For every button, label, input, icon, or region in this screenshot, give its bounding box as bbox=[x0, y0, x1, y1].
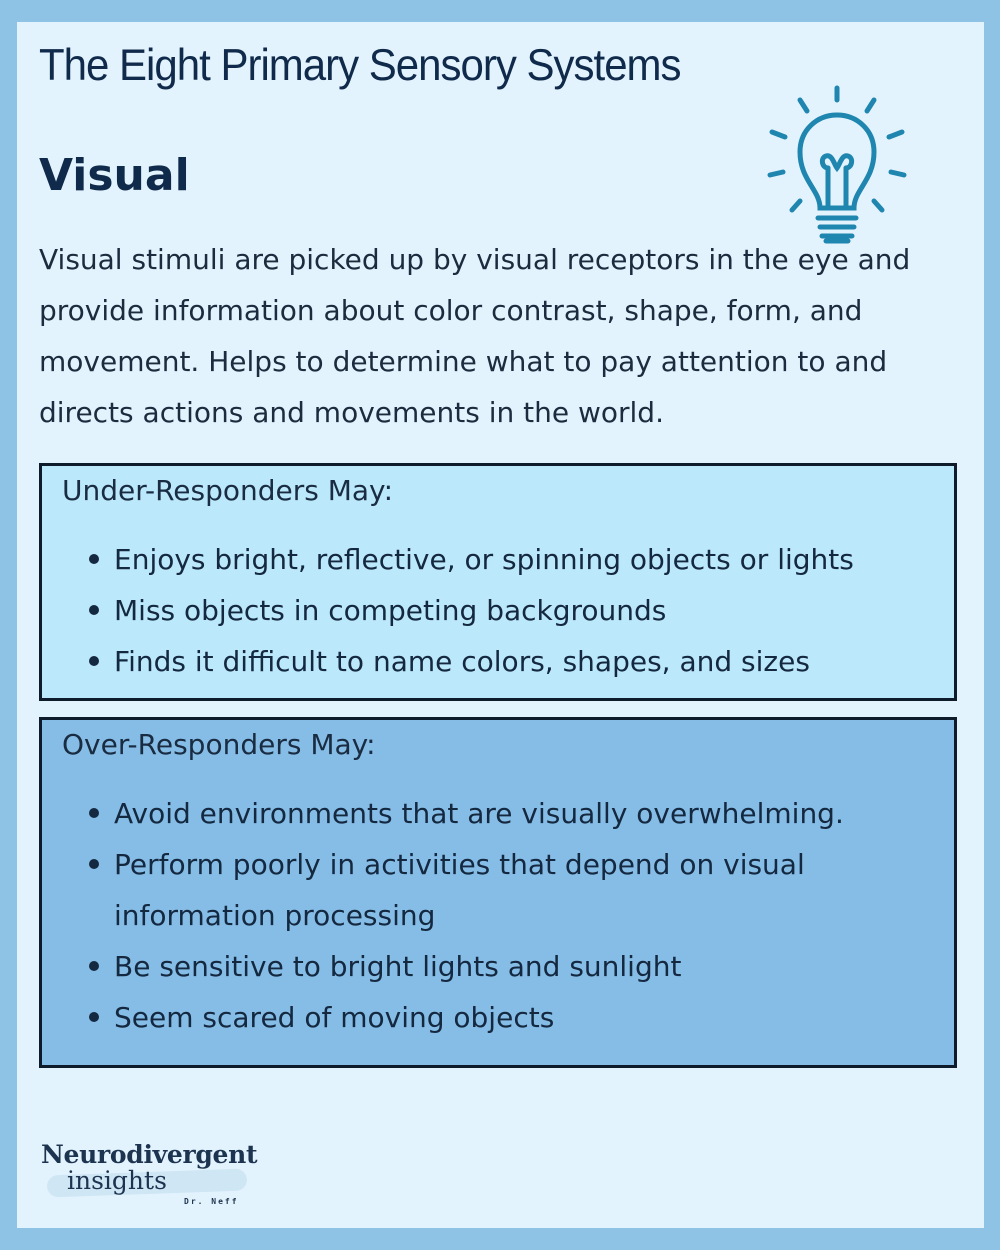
under-responders-list bbox=[42, 534, 954, 687]
bullet-icon bbox=[89, 605, 99, 615]
logo-line-1: Neurodivergent bbox=[41, 1140, 258, 1169]
bullet-icon bbox=[89, 859, 99, 869]
bullet-icon bbox=[89, 961, 99, 971]
list-item bbox=[114, 941, 954, 992]
under-responders-box bbox=[39, 463, 957, 701]
list-item bbox=[114, 992, 954, 1043]
over-responders-heading: Over-Responders May: bbox=[62, 728, 376, 761]
list-item bbox=[114, 585, 954, 636]
list-item-text: Seem scared of moving objects bbox=[114, 1001, 555, 1034]
list-item-text: Perform poorly in activities that depend on visual information processing bbox=[114, 848, 805, 932]
list-item-text: Miss objects in competing backgrounds bbox=[114, 594, 667, 627]
under-responders-heading: Under-Responders May: bbox=[62, 474, 394, 507]
over-responders-box bbox=[39, 717, 957, 1068]
list-item-text: Avoid environments that are visually overwhelming. bbox=[114, 797, 844, 830]
section-heading: Visual bbox=[39, 150, 190, 201]
bullet-icon bbox=[89, 1012, 99, 1022]
brand-logo bbox=[41, 1140, 261, 1210]
bullet-icon bbox=[89, 656, 99, 666]
list-item bbox=[114, 636, 954, 687]
list-item bbox=[114, 839, 954, 941]
infographic-card bbox=[17, 22, 984, 1228]
logo-line-3: Dr. Neff bbox=[184, 1197, 239, 1206]
section-description: Visual stimuli are picked up by visual receptors in the eye and provide information about color contrast, shape, form, and movement. Helps to determine what to pay attention to and directs actions and movements in the world. bbox=[39, 243, 911, 429]
list-item-text: Enjoys bright, reflective, or spinning objects or lights bbox=[114, 543, 854, 576]
list-item bbox=[114, 788, 954, 839]
over-responders-list bbox=[42, 788, 954, 1043]
list-item-text: Be sensitive to bright lights and sunlight bbox=[114, 950, 682, 983]
logo-line-2: insights bbox=[67, 1166, 167, 1195]
list-item-text: Finds it difficult to name colors, shapes, and sizes bbox=[114, 645, 810, 678]
list-item bbox=[114, 534, 954, 585]
lightbulb-icon bbox=[762, 80, 912, 250]
bullet-icon bbox=[89, 808, 99, 818]
page-title: The Eight Primary Sensory Systems bbox=[39, 40, 681, 90]
bullet-icon bbox=[89, 554, 99, 564]
